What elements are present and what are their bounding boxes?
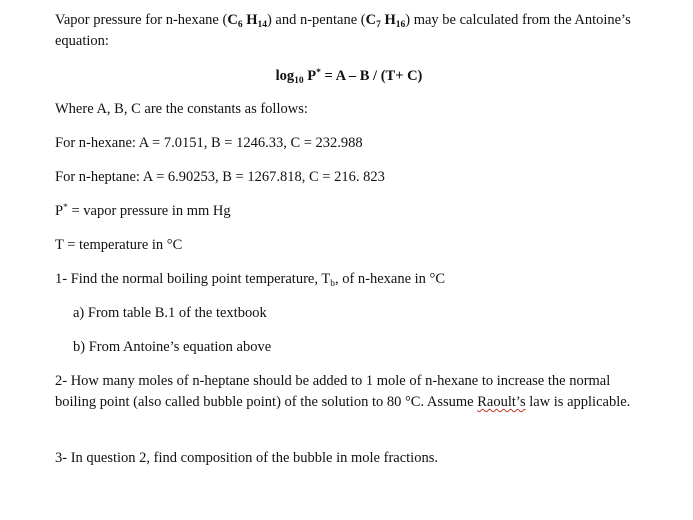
- intro-text-1: Vapor pressure for n-hexane (: [55, 12, 228, 28]
- question-1b: b) From Antoine’s equation above: [73, 339, 272, 355]
- heptane-formula: $C_7$ $H_{16}$: [365, 12, 406, 30]
- question-1a: a) From table B.1 of the textbook: [73, 305, 267, 321]
- question-3: 3- In question 2, find composition of the bubble in mole fractions.: [55, 450, 438, 466]
- heptane-constants: For n-heptane: A = 6.90253, B = 1267.818, C = 216. 823: [55, 169, 385, 185]
- intro-text-2: ) and n-pentane (: [266, 12, 366, 28]
- intro-paragraph: [55, 10, 645, 52]
- question-2: 2- How many moles of n-heptane should be added to 1 mole of n-hexane to increase the normal boiling point (also called bubble point) of the solution to 80 °C. Assume Raoult’s law is applicable.: [55, 373, 631, 410]
- hexane-formula: $C_6$ $H_{14}$: [227, 12, 267, 30]
- question-1: 1- Find the normal boiling point temperature, $T_b$, of n-hexane in °C: [55, 271, 446, 289]
- pressure-definition: P* = vapor pressure in mm Hg: [55, 203, 231, 219]
- spellcheck-flagged-word[interactable]: Raoult’s: [477, 394, 526, 410]
- antoine-equation: $\log_{10} P^* = A - B / (T+ C)$: [275, 68, 423, 86]
- hexane-constants: For n-hexane: A = 7.0151, B = 1246.33, C = 232.988: [55, 135, 363, 151]
- constants-intro: Where A, B, C are the constants as follows:: [55, 101, 308, 117]
- temperature-definition: T = temperature in °C: [55, 237, 183, 253]
- intro-text-3: ) may be calculated from the Antoine’s equation:: [55, 12, 631, 49]
